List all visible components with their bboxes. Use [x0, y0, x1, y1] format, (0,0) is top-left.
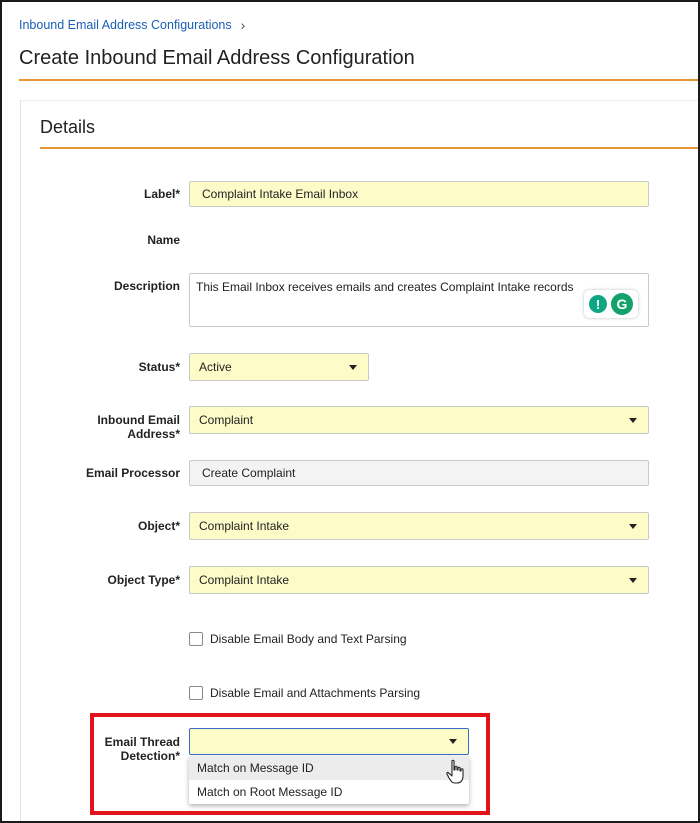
name-field-label: Name: [147, 233, 180, 247]
inbound-email-address-select[interactable]: [189, 406, 649, 434]
email-thread-detection-select[interactable]: [189, 728, 469, 755]
label-input-value: Complaint Intake Email Inbox: [202, 187, 359, 201]
email-processor-value: Create Complaint: [202, 466, 296, 480]
status-select[interactable]: [189, 353, 369, 381]
object-type-field-label: Object Type*: [107, 573, 180, 587]
chevron-down-icon: [449, 739, 457, 744]
disable-body-parsing-label[interactable]: Disable Email Body and Text Parsing: [210, 632, 407, 646]
email-processor-readonly: [189, 460, 649, 486]
title-divider: [19, 79, 698, 81]
description-value: This Email Inbox receives emails and creates Complaint Intake records: [196, 280, 574, 294]
breadcrumb-link-configurations[interactable]: Inbound Email Address Configurations: [19, 18, 232, 32]
chevron-down-icon: [629, 418, 637, 423]
option-match-on-root-message-id[interactable]: Match on Root Message ID: [197, 785, 343, 799]
object-select[interactable]: [189, 512, 649, 540]
description-textarea[interactable]: [189, 273, 649, 327]
object-value: Complaint Intake: [199, 519, 290, 533]
object-field-label: Object*: [137, 519, 180, 533]
disable-attachments-parsing-row: [189, 686, 420, 700]
label-input[interactable]: [189, 181, 649, 207]
object-type-select[interactable]: [189, 566, 649, 594]
breadcrumb: [19, 18, 245, 32]
description-field-label: Description: [113, 279, 180, 293]
object-type-value: Complaint Intake: [199, 573, 290, 587]
inbound-email-address-field-label: Inbound Email Address*: [97, 413, 180, 441]
disable-body-parsing-checkbox[interactable]: [189, 632, 203, 646]
section-divider: [40, 147, 698, 149]
option-match-on-message-id[interactable]: Match on Message ID: [189, 756, 469, 780]
section-title: Details: [40, 117, 96, 137]
email-thread-detection-dropdown: [189, 756, 469, 804]
chevron-right-icon: ›: [240, 17, 246, 33]
disable-attachments-parsing-label[interactable]: Disable Email and Attachments Parsing: [210, 686, 421, 700]
email-processor-field-label: Email Processor: [85, 466, 180, 480]
status-value: Active: [199, 360, 232, 374]
chevron-down-icon: [349, 365, 357, 370]
disable-body-parsing-row: [189, 632, 407, 646]
inbound-email-address-value: Complaint: [199, 413, 254, 427]
chevron-down-icon: [629, 524, 637, 529]
disable-attachments-parsing-checkbox[interactable]: [189, 686, 203, 700]
page-title: Create Inbound Email Address Configuration: [19, 47, 415, 69]
label-field-label: Label*: [143, 187, 180, 201]
grammarly-g-icon[interactable]: G: [611, 293, 633, 315]
hand-pointer-icon: [446, 759, 466, 785]
email-thread-detection-field-label: Email Thread Detection*: [104, 735, 180, 763]
status-field-label: Status*: [138, 360, 180, 374]
grammarly-widget[interactable]: [584, 290, 638, 318]
lightbulb-icon[interactable]: !: [589, 295, 607, 313]
chevron-down-icon: [629, 578, 637, 583]
